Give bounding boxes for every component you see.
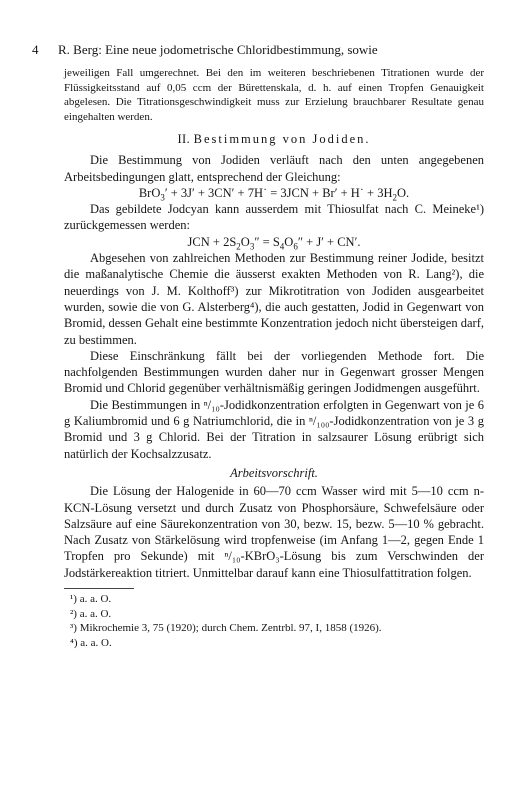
footnotes bbox=[70, 592, 484, 650]
running-title: R. Berg: Eine neue jodometrische Chloridbestimmung, sowie bbox=[58, 42, 378, 57]
paragraph-4: Diese Einschränkung fällt bei der vorliegenden Methode fort. Die nachfolgenden Bestimmungen wurden daher nur in Gegenwart grosser Mengen Bromid und Chlorid gegenüber verhältnismäßig geringen Jodidmengen ausgeführt. bbox=[64, 348, 484, 396]
footnote-3: ³) Mikrochemie 3, 75 (1920); durch Chem. Zentrbl. 97, I, 1858 (1926). bbox=[70, 622, 382, 635]
footnote-rule bbox=[64, 588, 134, 589]
footnote-2: ²) a. a. O. bbox=[70, 607, 112, 620]
paragraph-2: Das gebildete Jodcyan kann ausserdem mit Thiosulfat nach C. Meineke¹) zurückgemessen werden: bbox=[64, 202, 484, 233]
paragraph-6: Die Lösung der Halogenide in 60—70 ccm Wasser wird mit 5—10 ccm n-KCN-Lösung versetzt und durch Zusatz von Phosphorsäure, Schwefelsäure oder Salzsäure auf eine Säurekonzentration von 30, bezw. 15, bezw. 5—10 % gebracht. Nach Zusatz von Stärkelösung wird tropfenweise (im Anfang 1—2, gegen Ende 1 Tropfen pro Sekunde) mit ⁿ/₁₀-KBrO₃-Lösung bis zum Verschwinden der Jodstärkereaktion titriert. Unmittelbar darauf kann eine Thiosulfattitration folgen. bbox=[64, 484, 484, 580]
page-number: 4 bbox=[32, 42, 39, 57]
paragraph-1: Die Bestimmung von Jodiden verläuft nach den unten angegebenen Arbeitsbedingungen glatt, entsprechend der Gleichung: bbox=[64, 153, 484, 184]
section-number: II. bbox=[177, 132, 191, 146]
equation-1: BrO$_3$′ + 3J′ + 3CN′ + 7H˙ = 3JCN + Br′ + H˙ + $3H_2O$. bbox=[138, 185, 410, 203]
equation-2: JCN + $2S_2O_3'' = S_4O_6'' + J' + CN'$. bbox=[187, 234, 361, 252]
section-heading bbox=[64, 131, 484, 147]
paragraph-3: Abgesehen von zahlreichen Methoden zur Bestimmung reiner Jodide, besitzt die maßanalytische Chemie die äusserst exakten Methoden von R. Lang²), die neuerdings von J. M. Kolthoff³) zur Mikrotitration von Jodiden ausgearbeitet wurden, sowie die von G. Alsterberg⁴), die auch gestatten, Jodid in Gegenwart von Bromid, dessen Gehalt eine bestimmte Konzentration jedoch nicht übersteigen darf, zu bestimmen. bbox=[64, 251, 484, 347]
footnote-4: ⁴) a. a. O. bbox=[70, 636, 112, 649]
page-header bbox=[32, 42, 482, 58]
footnote-1: ¹) a. a. O. bbox=[70, 593, 112, 606]
page-body bbox=[64, 66, 484, 650]
procedure-subheading: Arbeitsvorschrift. bbox=[230, 465, 318, 480]
paragraph-5: Die Bestimmungen in ⁿ/₁₀-Jodidkonzentration erfolgten in Gegenwart von je 6 g Kaliumbromid und 6 g Natriumchlorid, die in ⁿ/₁₀₀-Jodidkonzentration von je 3 g Bromid und 3 g Chlorid. Bei der Titration in salzsaurer Lösung erübrigt sich natürlich der Kochsalzzusatz. bbox=[64, 397, 484, 461]
section-title: Bestimmung von Jodiden. bbox=[193, 132, 371, 146]
intro-paragraph: jeweiligen Fall umgerechnet. Bei den im weiteren beschriebenen Titrationen wurde der Flüssigkeitsstand auf 0,05 ccm der Bürettenskala, d. h. auf einen Tropfen Genauigkeit abgelesen. Die Titrationsgeschwindigkeit muss zur Erzielung brauchbarer Resultate genau eingehalten werden. bbox=[64, 67, 484, 123]
